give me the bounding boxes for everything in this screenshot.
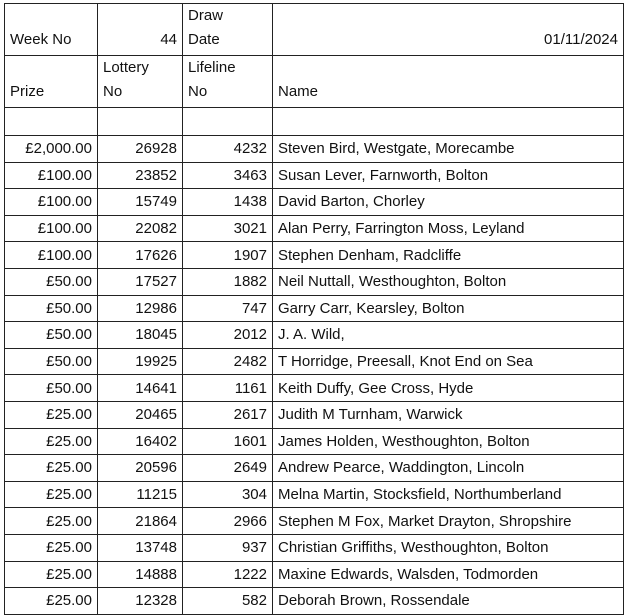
table-row (5, 401, 624, 428)
name-cell: Christian Griffiths, Westhoughton, Bolton (273, 534, 624, 561)
prize-cell: £25.00 (5, 428, 98, 455)
draw-date-label-line1: Draw (188, 7, 224, 24)
name-cell: Stephen Denham, Radcliffe (273, 242, 624, 269)
name-cell: Susan Lever, Farnworth, Bolton (273, 162, 624, 189)
prize-cell: £2,000.00 (5, 136, 98, 163)
table-row (5, 561, 624, 588)
table-row (5, 508, 624, 535)
lifeline-header-line1: Lifeline (188, 59, 236, 76)
lifeline-no-cell: 3463 (183, 162, 273, 189)
lifeline-no-cell: 2482 (183, 348, 273, 375)
blank-cell (273, 108, 624, 136)
name-cell: James Holden, Westhoughton, Bolton (273, 428, 624, 455)
table-row (5, 348, 624, 375)
week-value: 44 (98, 4, 183, 56)
name-cell: Judith M Turnham, Warwick (273, 401, 624, 428)
results-table (4, 3, 624, 615)
blank-cell (98, 108, 183, 136)
name-cell: Neil Nuttall, Westhoughton, Bolton (273, 268, 624, 295)
name-cell: J. A. Wild, (273, 322, 624, 349)
prize-cell: £100.00 (5, 215, 98, 242)
prize-cell: £25.00 (5, 561, 98, 588)
name-cell: Alan Perry, Farrington Moss, Leyland (273, 215, 624, 242)
name-cell: Maxine Edwards, Walsden, Todmorden (273, 561, 624, 588)
name-header: Name (273, 56, 624, 108)
lifeline-no-cell: 4232 (183, 136, 273, 163)
prize-cell: £25.00 (5, 508, 98, 535)
lottery-header (98, 56, 183, 108)
lottery-no-cell: 13748 (98, 534, 183, 561)
lottery-no-cell: 20465 (98, 401, 183, 428)
name-cell: Deborah Brown, Rossendale (273, 588, 624, 615)
name-cell: Garry Carr, Kearsley, Bolton (273, 295, 624, 322)
lifeline-no-cell: 1907 (183, 242, 273, 269)
lottery-no-cell: 17527 (98, 268, 183, 295)
lifeline-no-cell: 1161 (183, 375, 273, 402)
lottery-no-cell: 12328 (98, 588, 183, 615)
draw-date-label (183, 4, 273, 56)
lottery-no-cell: 11215 (98, 481, 183, 508)
table-row (5, 375, 624, 402)
prize-header: Prize (5, 56, 98, 108)
lifeline-no-cell: 747 (183, 295, 273, 322)
prize-cell: £50.00 (5, 348, 98, 375)
lottery-no-cell: 19925 (98, 348, 183, 375)
name-cell: David Barton, Chorley (273, 189, 624, 216)
prize-cell: £25.00 (5, 455, 98, 482)
lottery-header-line2: No (103, 83, 123, 100)
week-row (5, 4, 624, 56)
lifeline-header-line2: No (188, 83, 208, 100)
lottery-no-cell: 17626 (98, 242, 183, 269)
prize-cell: £25.00 (5, 401, 98, 428)
draw-date-value: 01/11/2024 (273, 4, 624, 56)
table-row (5, 295, 624, 322)
blank-row (5, 108, 624, 136)
blank-cell (5, 108, 98, 136)
prize-cell: £50.00 (5, 268, 98, 295)
table-row (5, 428, 624, 455)
name-cell: T Horridge, Preesall, Knot End on Sea (273, 348, 624, 375)
table-row (5, 481, 624, 508)
blank-cell (183, 108, 273, 136)
table-row (5, 162, 624, 189)
lottery-header-line1: Lottery (103, 59, 149, 76)
column-header-row (5, 56, 624, 108)
table-row (5, 534, 624, 561)
lottery-no-cell: 18045 (98, 322, 183, 349)
lifeline-no-cell: 304 (183, 481, 273, 508)
table-row (5, 189, 624, 216)
lifeline-no-cell: 937 (183, 534, 273, 561)
prize-cell: £50.00 (5, 375, 98, 402)
prize-cell: £50.00 (5, 295, 98, 322)
lottery-no-cell: 26928 (98, 136, 183, 163)
lifeline-no-cell: 1882 (183, 268, 273, 295)
name-cell: Andrew Pearce, Waddington, Lincoln (273, 455, 624, 482)
name-cell: Keith Duffy, Gee Cross, Hyde (273, 375, 624, 402)
table-row (5, 136, 624, 163)
lottery-no-cell: 14641 (98, 375, 183, 402)
table-row (5, 242, 624, 269)
prize-cell: £25.00 (5, 481, 98, 508)
lifeline-no-cell: 3021 (183, 215, 273, 242)
prize-cell: £100.00 (5, 189, 98, 216)
lifeline-no-cell: 2649 (183, 455, 273, 482)
table-row (5, 455, 624, 482)
lifeline-no-cell: 2617 (183, 401, 273, 428)
lottery-no-cell: 21864 (98, 508, 183, 535)
draw-date-label-line2: Date (188, 31, 220, 48)
lottery-no-cell: 16402 (98, 428, 183, 455)
lottery-no-cell: 23852 (98, 162, 183, 189)
lifeline-no-cell: 1601 (183, 428, 273, 455)
lifeline-no-cell: 2966 (183, 508, 273, 535)
lifeline-no-cell: 1438 (183, 189, 273, 216)
name-cell: Steven Bird, Westgate, Morecambe (273, 136, 624, 163)
lottery-no-cell: 14888 (98, 561, 183, 588)
lifeline-no-cell: 2012 (183, 322, 273, 349)
lottery-no-cell: 15749 (98, 189, 183, 216)
prize-cell: £50.00 (5, 322, 98, 349)
name-cell: Melna Martin, Stocksfield, Northumberland (273, 481, 624, 508)
lifeline-header (183, 56, 273, 108)
lifeline-no-cell: 582 (183, 588, 273, 615)
lottery-no-cell: 22082 (98, 215, 183, 242)
table-row (5, 322, 624, 349)
lifeline-no-cell: 1222 (183, 561, 273, 588)
table-row (5, 268, 624, 295)
week-label: Week No (5, 4, 98, 56)
table-row (5, 588, 624, 615)
lottery-no-cell: 20596 (98, 455, 183, 482)
prize-cell: £25.00 (5, 534, 98, 561)
prize-cell: £100.00 (5, 162, 98, 189)
lottery-no-cell: 12986 (98, 295, 183, 322)
prize-cell: £25.00 (5, 588, 98, 615)
prize-cell: £100.00 (5, 242, 98, 269)
name-cell: Stephen M Fox, Market Drayton, Shropshire (273, 508, 624, 535)
table-row (5, 215, 624, 242)
